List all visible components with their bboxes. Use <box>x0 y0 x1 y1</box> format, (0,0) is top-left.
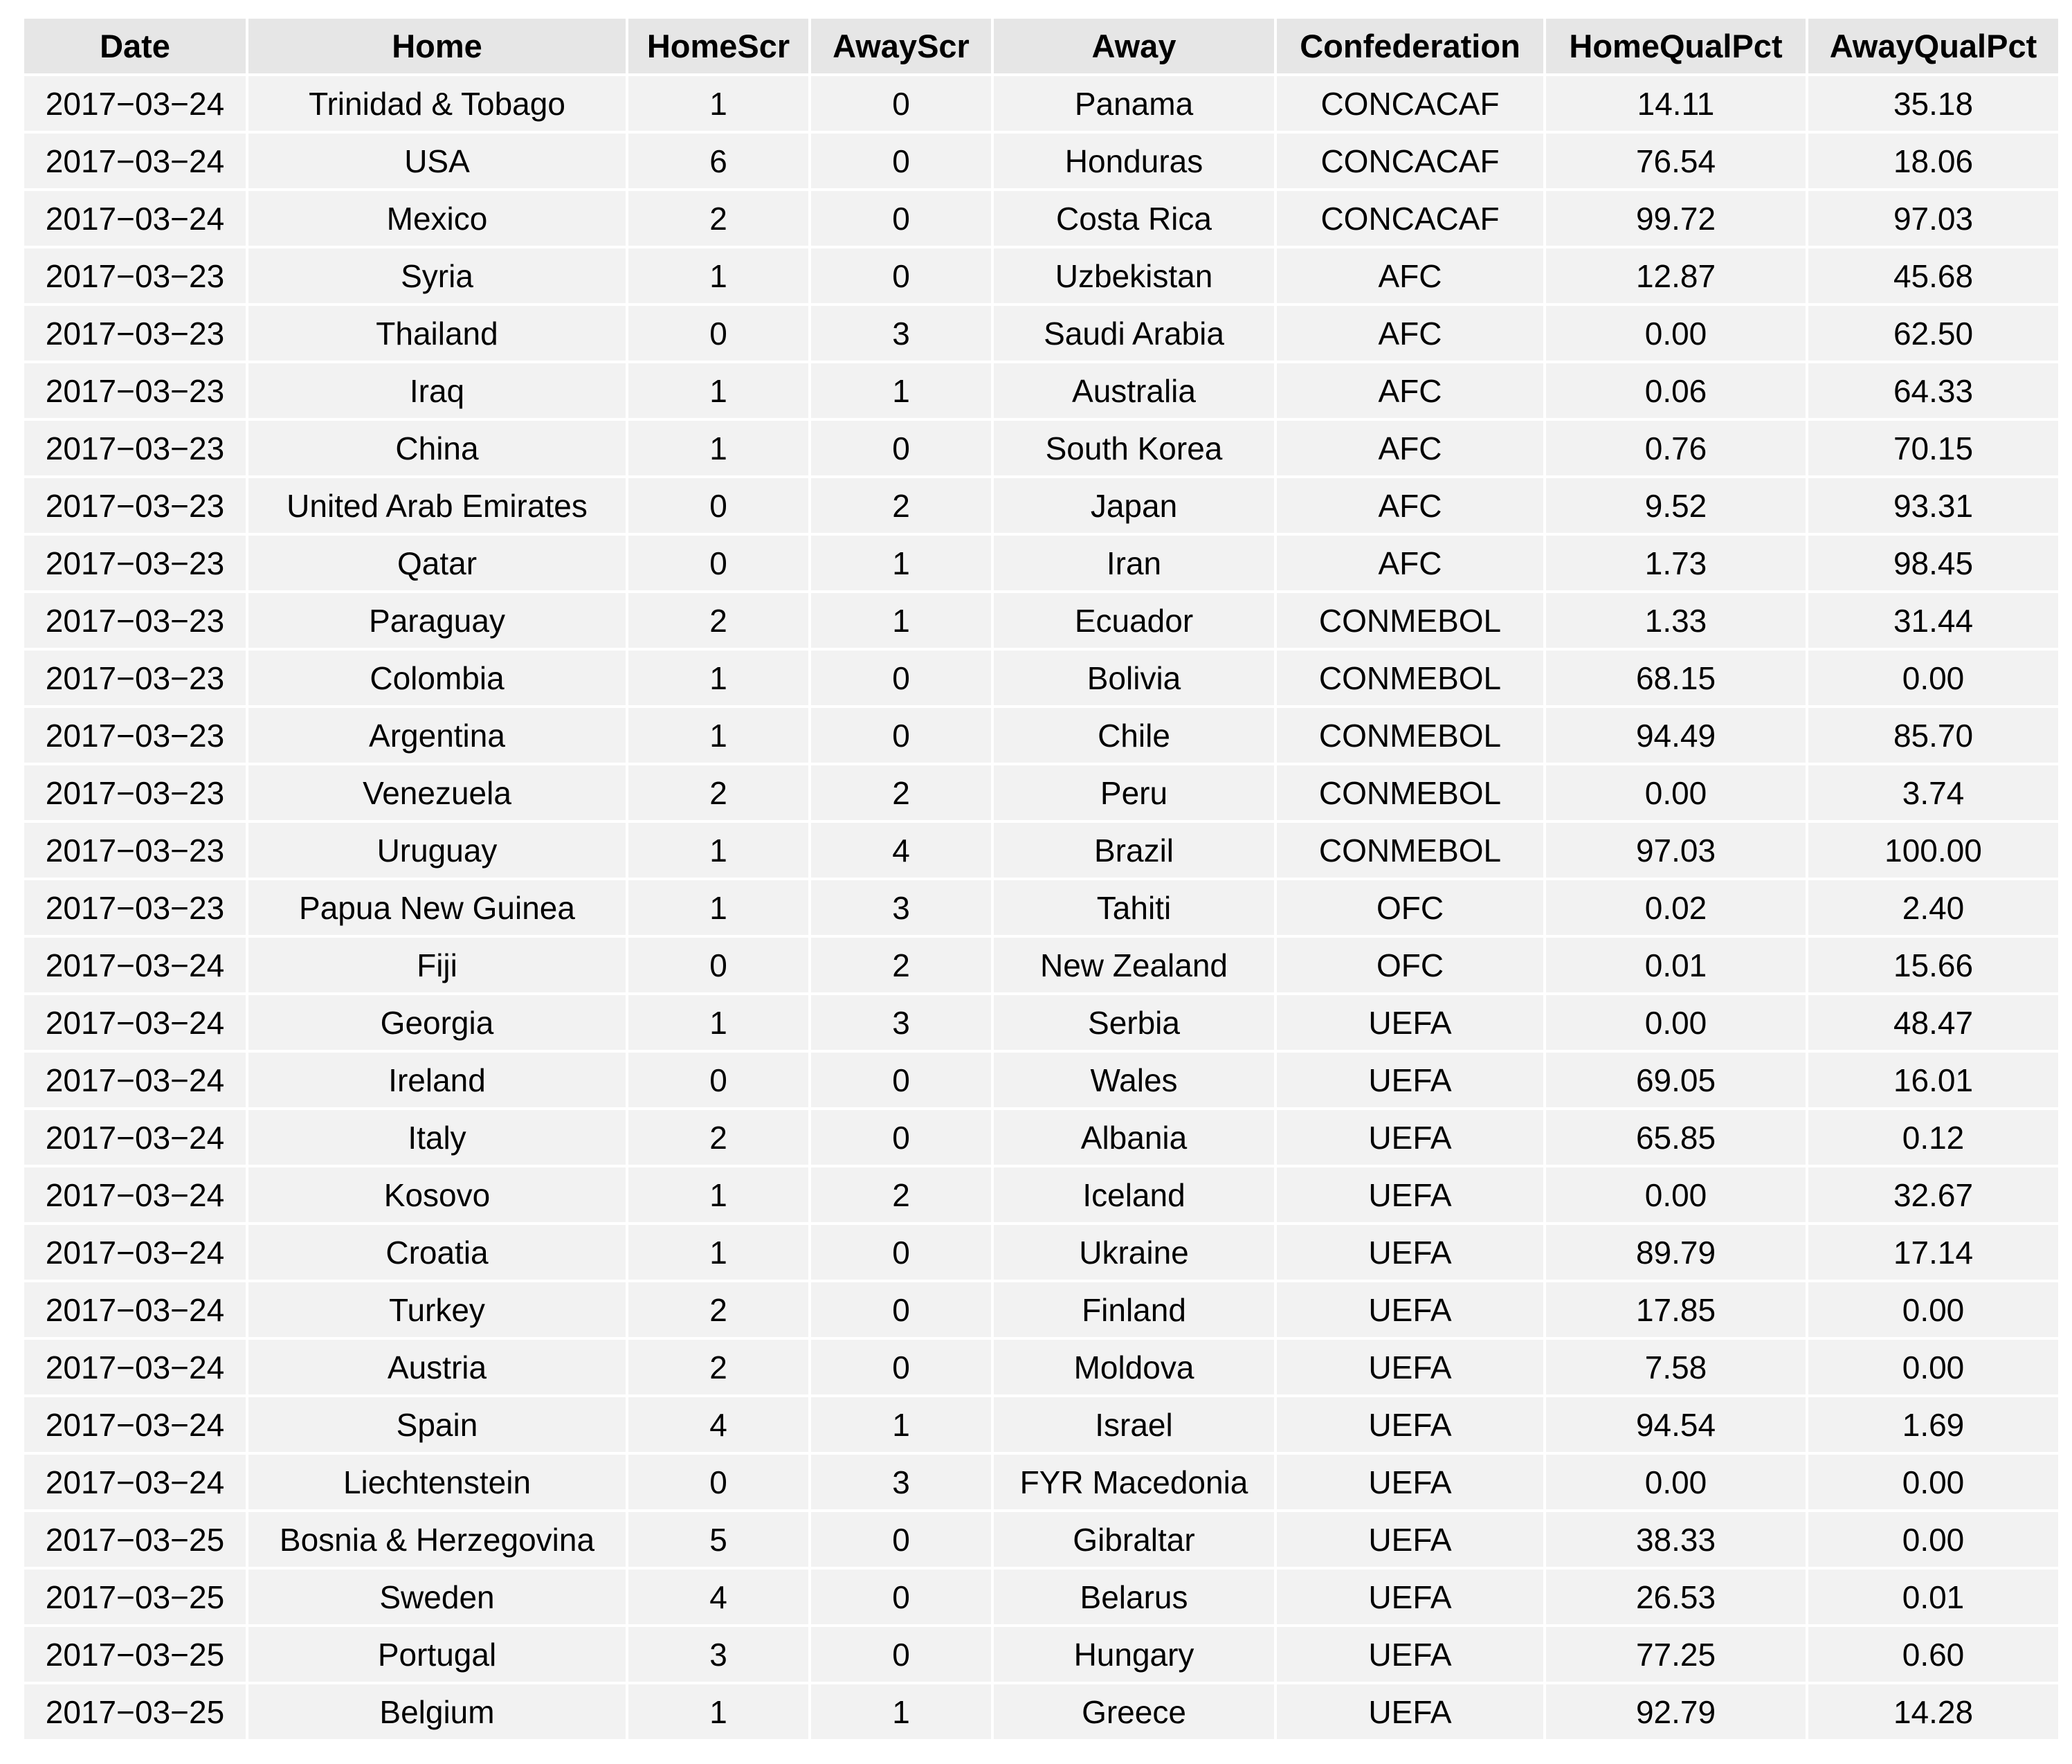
cell-confederation: UEFA <box>1277 995 1543 1050</box>
cell-away-qual-pct: 16.01 <box>1808 1053 2058 1107</box>
cell-home: Croatia <box>248 1225 626 1280</box>
qualification-table <box>21 16 2061 1742</box>
cell-away: Chile <box>994 708 1274 763</box>
table-row <box>24 651 2058 705</box>
cell-home-scr: 2 <box>628 1110 808 1165</box>
cell-confederation: UEFA <box>1277 1110 1543 1165</box>
cell-date: 2017−03−25 <box>24 1684 246 1739</box>
cell-away-scr: 0 <box>811 651 991 705</box>
cell-home-scr: 3 <box>628 1627 808 1682</box>
cell-confederation: UEFA <box>1277 1282 1543 1337</box>
cell-away: Australia <box>994 363 1274 418</box>
cell-away-qual-pct: 15.66 <box>1808 938 2058 992</box>
table-row <box>24 593 2058 648</box>
cell-date: 2017−03−24 <box>24 76 246 131</box>
cell-home: Belgium <box>248 1684 626 1739</box>
cell-date: 2017−03−24 <box>24 1053 246 1107</box>
cell-date: 2017−03−25 <box>24 1570 246 1624</box>
cell-away-scr: 3 <box>811 306 991 361</box>
cell-away-scr: 0 <box>811 708 991 763</box>
cell-home-scr: 2 <box>628 593 808 648</box>
cell-home-qual-pct: 92.79 <box>1546 1684 1806 1739</box>
cell-away-qual-pct: 3.74 <box>1808 765 2058 820</box>
cell-home-qual-pct: 38.33 <box>1546 1512 1806 1567</box>
table-row <box>24 1627 2058 1682</box>
cell-home-qual-pct: 26.53 <box>1546 1570 1806 1624</box>
cell-date: 2017−03−24 <box>24 1110 246 1165</box>
cell-home-qual-pct: 65.85 <box>1546 1110 1806 1165</box>
cell-home: Venezuela <box>248 765 626 820</box>
column-header-away-qual-pct: AwayQualPct <box>1808 19 2058 73</box>
cell-home-qual-pct: 9.52 <box>1546 478 1806 533</box>
cell-home-scr: 2 <box>628 191 808 246</box>
cell-confederation: UEFA <box>1277 1340 1543 1394</box>
cell-away-scr: 3 <box>811 880 991 935</box>
cell-home-scr: 4 <box>628 1570 808 1624</box>
cell-home: China <box>248 421 626 475</box>
table-row <box>24 1512 2058 1567</box>
cell-away-qual-pct: 17.14 <box>1808 1225 2058 1280</box>
cell-home: Italy <box>248 1110 626 1165</box>
cell-confederation: UEFA <box>1277 1397 1543 1452</box>
cell-home: Papua New Guinea <box>248 880 626 935</box>
cell-away-scr: 1 <box>811 536 991 590</box>
cell-away-qual-pct: 1.69 <box>1808 1397 2058 1452</box>
cell-home-qual-pct: 69.05 <box>1546 1053 1806 1107</box>
column-header-away: Away <box>994 19 1274 73</box>
cell-home-scr: 0 <box>628 478 808 533</box>
cell-date: 2017−03−23 <box>24 823 246 878</box>
cell-home-scr: 1 <box>628 1225 808 1280</box>
cell-away-scr: 0 <box>811 248 991 303</box>
cell-away-scr: 3 <box>811 995 991 1050</box>
cell-confederation: CONMEBOL <box>1277 651 1543 705</box>
cell-home-scr: 0 <box>628 938 808 992</box>
cell-away-qual-pct: 32.67 <box>1808 1167 2058 1222</box>
table-row <box>24 248 2058 303</box>
cell-away: Greece <box>994 1684 1274 1739</box>
cell-home-scr: 1 <box>628 823 808 878</box>
cell-away-scr: 0 <box>811 1512 991 1567</box>
cell-home-scr: 0 <box>628 1455 808 1509</box>
cell-away-qual-pct: 98.45 <box>1808 536 2058 590</box>
cell-home-scr: 1 <box>628 1167 808 1222</box>
cell-home: Paraguay <box>248 593 626 648</box>
cell-home-qual-pct: 89.79 <box>1546 1225 1806 1280</box>
cell-home-scr: 2 <box>628 1340 808 1394</box>
cell-away-qual-pct: 18.06 <box>1808 134 2058 188</box>
cell-away: Costa Rica <box>994 191 1274 246</box>
cell-date: 2017−03−23 <box>24 248 246 303</box>
cell-confederation: CONCACAF <box>1277 76 1543 131</box>
cell-home-scr: 1 <box>628 708 808 763</box>
table-row <box>24 1684 2058 1739</box>
cell-home: United Arab Emirates <box>248 478 626 533</box>
cell-home: Qatar <box>248 536 626 590</box>
cell-confederation: AFC <box>1277 363 1543 418</box>
cell-away-qual-pct: 64.33 <box>1808 363 2058 418</box>
table-row <box>24 76 2058 131</box>
cell-date: 2017−03−24 <box>24 995 246 1050</box>
cell-away-scr: 1 <box>811 1684 991 1739</box>
cell-confederation: AFC <box>1277 478 1543 533</box>
cell-confederation: AFC <box>1277 421 1543 475</box>
cell-away: Peru <box>994 765 1274 820</box>
cell-date: 2017−03−24 <box>24 1455 246 1509</box>
cell-confederation: UEFA <box>1277 1053 1543 1107</box>
table-row <box>24 1340 2058 1394</box>
cell-away: Uzbekistan <box>994 248 1274 303</box>
cell-away: Belarus <box>994 1570 1274 1624</box>
cell-confederation: UEFA <box>1277 1512 1543 1567</box>
cell-confederation: CONCACAF <box>1277 191 1543 246</box>
cell-home-qual-pct: 0.76 <box>1546 421 1806 475</box>
cell-away-qual-pct: 100.00 <box>1808 823 2058 878</box>
table-header <box>24 19 2058 73</box>
cell-away-scr: 0 <box>811 1225 991 1280</box>
cell-away: Saudi Arabia <box>994 306 1274 361</box>
cell-away: Panama <box>994 76 1274 131</box>
cell-confederation: CONMEBOL <box>1277 823 1543 878</box>
table-row <box>24 880 2058 935</box>
table-row <box>24 191 2058 246</box>
cell-date: 2017−03−23 <box>24 363 246 418</box>
cell-home-scr: 1 <box>628 1684 808 1739</box>
cell-away-scr: 0 <box>811 1340 991 1394</box>
cell-home-qual-pct: 68.15 <box>1546 651 1806 705</box>
cell-home: Bosnia & Herzegovina <box>248 1512 626 1567</box>
table-row <box>24 1225 2058 1280</box>
cell-confederation: AFC <box>1277 536 1543 590</box>
cell-date: 2017−03−23 <box>24 593 246 648</box>
cell-away: Israel <box>994 1397 1274 1452</box>
cell-date: 2017−03−23 <box>24 421 246 475</box>
cell-home: Uruguay <box>248 823 626 878</box>
column-header-home: Home <box>248 19 626 73</box>
cell-home-qual-pct: 94.49 <box>1546 708 1806 763</box>
cell-away: Ukraine <box>994 1225 1274 1280</box>
cell-away-scr: 0 <box>811 134 991 188</box>
cell-date: 2017−03−24 <box>24 1225 246 1280</box>
cell-away-qual-pct: 0.00 <box>1808 1340 2058 1394</box>
column-header-date: Date <box>24 19 246 73</box>
table-row <box>24 938 2058 992</box>
column-header-confederation: Confederation <box>1277 19 1543 73</box>
cell-home-qual-pct: 0.06 <box>1546 363 1806 418</box>
cell-home-qual-pct: 12.87 <box>1546 248 1806 303</box>
cell-away-qual-pct: 70.15 <box>1808 421 2058 475</box>
cell-confederation: UEFA <box>1277 1684 1543 1739</box>
cell-date: 2017−03−23 <box>24 880 246 935</box>
cell-away-scr: 2 <box>811 765 991 820</box>
cell-home-scr: 0 <box>628 306 808 361</box>
cell-away-scr: 2 <box>811 478 991 533</box>
cell-confederation: CONMEBOL <box>1277 708 1543 763</box>
table-row <box>24 1110 2058 1165</box>
table-row <box>24 536 2058 590</box>
cell-away-qual-pct: 62.50 <box>1808 306 2058 361</box>
cell-date: 2017−03−24 <box>24 938 246 992</box>
cell-away-scr: 0 <box>811 1053 991 1107</box>
cell-home-qual-pct: 14.11 <box>1546 76 1806 131</box>
cell-away-qual-pct: 35.18 <box>1808 76 2058 131</box>
cell-away: Albania <box>994 1110 1274 1165</box>
cell-date: 2017−03−24 <box>24 1282 246 1337</box>
cell-confederation: CONMEBOL <box>1277 593 1543 648</box>
cell-away: Wales <box>994 1053 1274 1107</box>
table-row <box>24 1282 2058 1337</box>
cell-away-qual-pct: 85.70 <box>1808 708 2058 763</box>
cell-confederation: UEFA <box>1277 1570 1543 1624</box>
cell-away-qual-pct: 97.03 <box>1808 191 2058 246</box>
cell-away-qual-pct: 0.60 <box>1808 1627 2058 1682</box>
column-header-home-scr: HomeScr <box>628 19 808 73</box>
cell-home-scr: 5 <box>628 1512 808 1567</box>
cell-home-scr: 1 <box>628 363 808 418</box>
cell-away-qual-pct: 0.00 <box>1808 1455 2058 1509</box>
cell-away-qual-pct: 0.00 <box>1808 1282 2058 1337</box>
table-row <box>24 995 2058 1050</box>
cell-home-qual-pct: 1.73 <box>1546 536 1806 590</box>
cell-home-scr: 1 <box>628 995 808 1050</box>
cell-home: Mexico <box>248 191 626 246</box>
cell-away-qual-pct: 0.01 <box>1808 1570 2058 1624</box>
cell-away-scr: 0 <box>811 191 991 246</box>
cell-away-scr: 0 <box>811 421 991 475</box>
column-header-away-scr: AwayScr <box>811 19 991 73</box>
cell-away: Bolivia <box>994 651 1274 705</box>
cell-away-scr: 0 <box>811 1110 991 1165</box>
cell-away-qual-pct: 0.00 <box>1808 1512 2058 1567</box>
cell-home: USA <box>248 134 626 188</box>
cell-home-scr: 1 <box>628 248 808 303</box>
cell-home-qual-pct: 0.01 <box>1546 938 1806 992</box>
table-row <box>24 1053 2058 1107</box>
header-row <box>24 19 2058 73</box>
cell-home-scr: 1 <box>628 880 808 935</box>
cell-away-scr: 3 <box>811 1455 991 1509</box>
cell-date: 2017−03−24 <box>24 1167 246 1222</box>
cell-home: Ireland <box>248 1053 626 1107</box>
table-row <box>24 363 2058 418</box>
cell-home-qual-pct: 97.03 <box>1546 823 1806 878</box>
cell-away: Moldova <box>994 1340 1274 1394</box>
cell-home-qual-pct: 0.02 <box>1546 880 1806 935</box>
cell-confederation: OFC <box>1277 880 1543 935</box>
cell-home-scr: 0 <box>628 1053 808 1107</box>
cell-away: Japan <box>994 478 1274 533</box>
cell-away: Iran <box>994 536 1274 590</box>
cell-home-qual-pct: 0.00 <box>1546 1167 1806 1222</box>
cell-date: 2017−03−23 <box>24 765 246 820</box>
cell-away-scr: 0 <box>811 1282 991 1337</box>
cell-date: 2017−03−23 <box>24 478 246 533</box>
cell-home: Spain <box>248 1397 626 1452</box>
cell-away-qual-pct: 2.40 <box>1808 880 2058 935</box>
cell-away-scr: 0 <box>811 1570 991 1624</box>
cell-confederation: AFC <box>1277 248 1543 303</box>
cell-home: Turkey <box>248 1282 626 1337</box>
cell-confederation: UEFA <box>1277 1627 1543 1682</box>
table-row <box>24 1167 2058 1222</box>
cell-away: Ecuador <box>994 593 1274 648</box>
cell-home-scr: 1 <box>628 421 808 475</box>
cell-confederation: UEFA <box>1277 1225 1543 1280</box>
cell-home-scr: 2 <box>628 765 808 820</box>
cell-away: Finland <box>994 1282 1274 1337</box>
cell-away-qual-pct: 31.44 <box>1808 593 2058 648</box>
cell-home: Trinidad & Tobago <box>248 76 626 131</box>
cell-home: Georgia <box>248 995 626 1050</box>
cell-home-qual-pct: 1.33 <box>1546 593 1806 648</box>
cell-away-scr: 2 <box>811 1167 991 1222</box>
cell-away: South Korea <box>994 421 1274 475</box>
cell-away-qual-pct: 14.28 <box>1808 1684 2058 1739</box>
cell-home: Portugal <box>248 1627 626 1682</box>
cell-home-scr: 1 <box>628 76 808 131</box>
table-row <box>24 134 2058 188</box>
cell-home: Sweden <box>248 1570 626 1624</box>
cell-date: 2017−03−25 <box>24 1512 246 1567</box>
cell-home: Thailand <box>248 306 626 361</box>
cell-away-scr: 1 <box>811 363 991 418</box>
cell-date: 2017−03−24 <box>24 1397 246 1452</box>
table-body <box>24 76 2058 1739</box>
cell-away: Honduras <box>994 134 1274 188</box>
cell-away-scr: 4 <box>811 823 991 878</box>
cell-home-scr: 0 <box>628 536 808 590</box>
cell-confederation: UEFA <box>1277 1455 1543 1509</box>
cell-home: Iraq <box>248 363 626 418</box>
table-row <box>24 478 2058 533</box>
cell-away: Gibraltar <box>994 1512 1274 1567</box>
column-header-home-qual-pct: HomeQualPct <box>1546 19 1806 73</box>
cell-away-qual-pct: 0.12 <box>1808 1110 2058 1165</box>
cell-away-scr: 1 <box>811 1397 991 1452</box>
cell-away: Iceland <box>994 1167 1274 1222</box>
cell-home-qual-pct: 76.54 <box>1546 134 1806 188</box>
table-row <box>24 421 2058 475</box>
cell-away-qual-pct: 45.68 <box>1808 248 2058 303</box>
table-row <box>24 1397 2058 1452</box>
cell-away: New Zealand <box>994 938 1274 992</box>
cell-home-qual-pct: 99.72 <box>1546 191 1806 246</box>
cell-away-qual-pct: 48.47 <box>1808 995 2058 1050</box>
cell-date: 2017−03−25 <box>24 1627 246 1682</box>
cell-confederation: CONCACAF <box>1277 134 1543 188</box>
cell-home: Argentina <box>248 708 626 763</box>
cell-away-scr: 0 <box>811 76 991 131</box>
table-row <box>24 765 2058 820</box>
cell-home-qual-pct: 7.58 <box>1546 1340 1806 1394</box>
cell-home: Syria <box>248 248 626 303</box>
cell-home-scr: 1 <box>628 651 808 705</box>
cell-home: Colombia <box>248 651 626 705</box>
cell-away: Tahiti <box>994 880 1274 935</box>
table-row <box>24 306 2058 361</box>
cell-confederation: OFC <box>1277 938 1543 992</box>
cell-home-qual-pct: 77.25 <box>1546 1627 1806 1682</box>
cell-away-qual-pct: 93.31 <box>1808 478 2058 533</box>
cell-away: Serbia <box>994 995 1274 1050</box>
cell-home-qual-pct: 94.54 <box>1546 1397 1806 1452</box>
cell-date: 2017−03−24 <box>24 1340 246 1394</box>
cell-confederation: UEFA <box>1277 1167 1543 1222</box>
cell-home: Liechtenstein <box>248 1455 626 1509</box>
cell-date: 2017−03−23 <box>24 651 246 705</box>
cell-date: 2017−03−23 <box>24 536 246 590</box>
cell-confederation: CONMEBOL <box>1277 765 1543 820</box>
cell-confederation: AFC <box>1277 306 1543 361</box>
cell-away-scr: 2 <box>811 938 991 992</box>
cell-away-scr: 0 <box>811 1627 991 1682</box>
cell-away-qual-pct: 0.00 <box>1808 651 2058 705</box>
table-row <box>24 823 2058 878</box>
table-row <box>24 1570 2058 1624</box>
cell-away-scr: 1 <box>811 593 991 648</box>
cell-date: 2017−03−24 <box>24 134 246 188</box>
cell-home-scr: 4 <box>628 1397 808 1452</box>
cell-home-qual-pct: 0.00 <box>1546 765 1806 820</box>
cell-home-qual-pct: 0.00 <box>1546 995 1806 1050</box>
table-row <box>24 708 2058 763</box>
cell-home-qual-pct: 17.85 <box>1546 1282 1806 1337</box>
cell-date: 2017−03−24 <box>24 191 246 246</box>
cell-date: 2017−03−23 <box>24 306 246 361</box>
cell-home-qual-pct: 0.00 <box>1546 306 1806 361</box>
table-container <box>24 19 2058 1739</box>
cell-home: Kosovo <box>248 1167 626 1222</box>
cell-home: Austria <box>248 1340 626 1394</box>
cell-home-qual-pct: 0.00 <box>1546 1455 1806 1509</box>
cell-home-scr: 2 <box>628 1282 808 1337</box>
cell-away: Hungary <box>994 1627 1274 1682</box>
table-row <box>24 1455 2058 1509</box>
cell-away: Brazil <box>994 823 1274 878</box>
cell-home-scr: 6 <box>628 134 808 188</box>
cell-away: FYR Macedonia <box>994 1455 1274 1509</box>
cell-date: 2017−03−23 <box>24 708 246 763</box>
cell-home: Fiji <box>248 938 626 992</box>
